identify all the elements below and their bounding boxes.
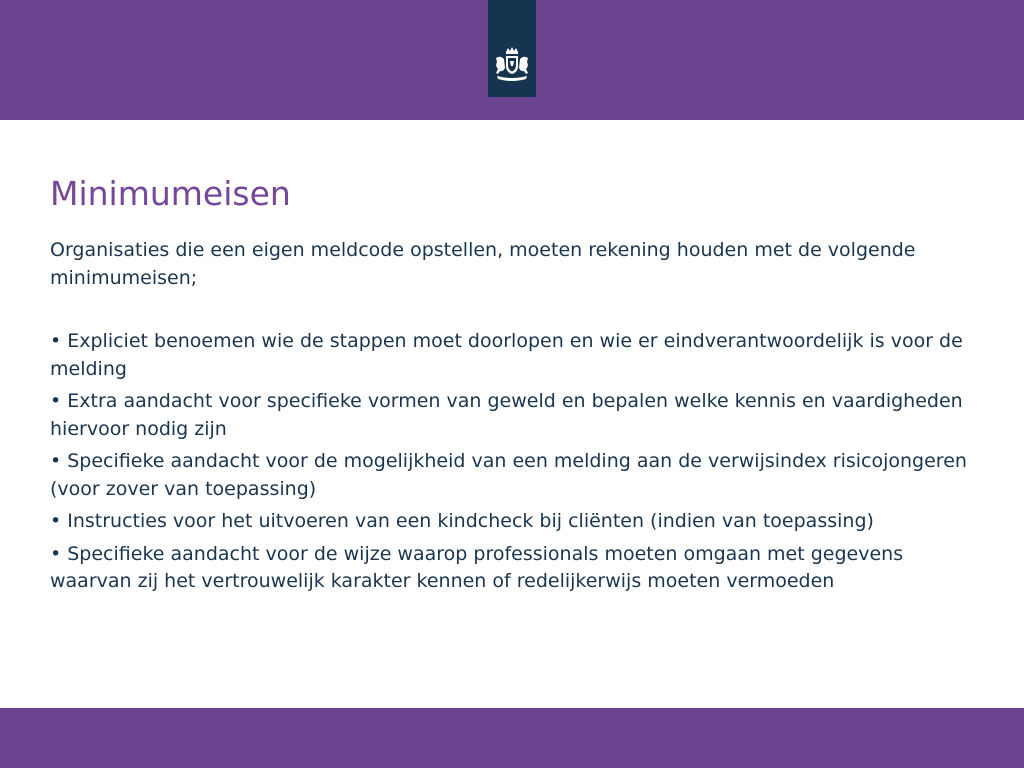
bullet-item: • Extra aandacht voor specifieke vormen van geweld en bepalen welke kennis en vaardigheden hiervoor nodig zijn — [50, 390, 963, 440]
header-band — [0, 0, 1024, 120]
bullet-item: • Expliciet benoemen wie de stappen moet doorlopen en wie er eindverantwoordelijk is voor de melding — [50, 330, 963, 380]
footer-band — [0, 708, 1024, 768]
intro-text: Organisaties die een eigen meldcode opstellen, moeten rekening houden met de volgende minimumeisen; — [50, 239, 916, 289]
slide-content — [50, 237, 970, 601]
bullet-item: • Specifieke aandacht voor de wijze waarop professionals moeten omgaan met gegevens waarvan zij het vertrouwelijk karakter kennen of redelijkerwijs moeten vermoeden — [50, 542, 904, 592]
coat-of-arms-icon — [491, 44, 533, 86]
logo-block — [488, 0, 536, 97]
bullet-item: • Instructies voor het uitvoeren van een kindcheck bij cliënten (indien van toepassing) — [50, 510, 874, 532]
slide-title: Minimumeisen — [50, 174, 291, 213]
bullet-item: • Specifieke aandacht voor de mogelijkheid van een melding aan de verwijsindex risicojongeren (voor zover van toepassing) — [50, 450, 967, 500]
